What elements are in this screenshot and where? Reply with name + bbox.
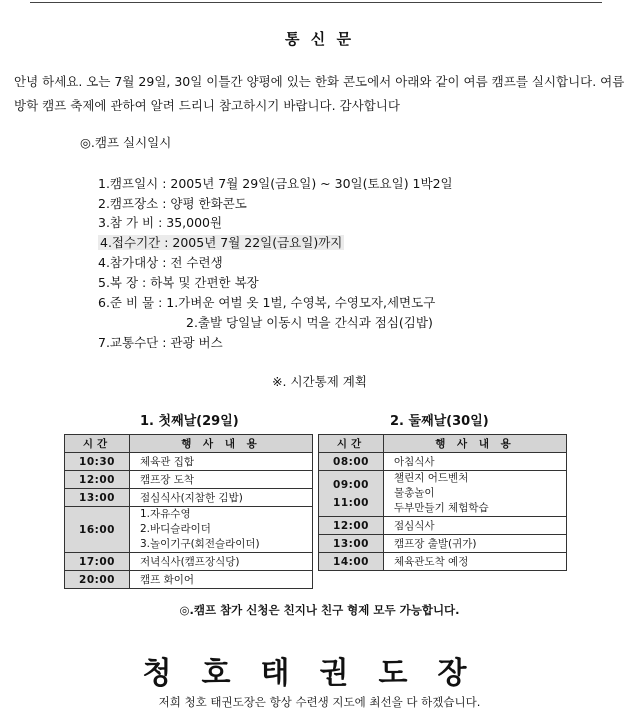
top-rule (30, 2, 602, 3)
event-cell: 체육관 집합 (130, 453, 313, 471)
event-cell: 챌린지 어드벤처 물총놀이 두부만들기 체험학습 (384, 471, 567, 517)
event-cell: 캠프장 출발(귀가) (384, 535, 567, 553)
time-cell: 20:00 (65, 571, 130, 589)
time-cell: 12:00 (65, 471, 130, 489)
col-header-event: 행 사 내 용 (130, 435, 313, 453)
event-cell: 1.자유수영 2.바디슬라이더 3.놀이기구(회전슬라이더) (130, 507, 313, 553)
event-cell: 저녁식사(캠프장식당) (130, 553, 313, 571)
col-header-time: 시간 (319, 435, 384, 453)
table-row (319, 517, 567, 535)
table-row (65, 489, 313, 507)
day1-heading: 1. 첫째날(29일) (140, 414, 239, 429)
table-row (65, 553, 313, 571)
event-cell: 캠프장 도착 (130, 471, 313, 489)
event-cell: 아침식사 (384, 453, 567, 471)
time-cell: 12:00 (319, 517, 384, 535)
time-cell: 10:30 (65, 453, 130, 471)
item-fee: 3.참 가 비 : 35,000원 (98, 215, 223, 230)
time-cell: 13:00 (65, 489, 130, 507)
item-camp-dates: 1.캠프일시 : 2005년 7월 29일(금요일) ~ 30일(토요일) 1박2일 (98, 176, 453, 191)
notice-text: ◎.캠프 참가 신청은 친지나 친구 형제 모두 가능합니다. (179, 603, 460, 617)
document-title: 통 신 문 (285, 30, 354, 48)
event-cell: 캠프 화이어 (130, 571, 313, 589)
table-row (319, 535, 567, 553)
time-cell: 09:00 11:00 (319, 471, 384, 517)
table-row (65, 507, 313, 553)
day2-schedule-table (318, 434, 567, 571)
time-cell: 16:00 (65, 507, 130, 553)
schedule-title: ※. 시간통제 계획 (272, 374, 367, 389)
highlighted-text: 4.접수기간 : 2005년 7월 22일(금요일)까지 (100, 235, 343, 250)
table-row (319, 453, 567, 471)
table-row (65, 453, 313, 471)
table-row (65, 571, 313, 589)
table-header-row (65, 435, 313, 453)
col-header-time: 시간 (65, 435, 130, 453)
table-row (65, 471, 313, 489)
event-cell: 점심식사(지참한 김밥) (130, 489, 313, 507)
table-row (319, 553, 567, 571)
col-header-event: 행 사 내 용 (384, 435, 567, 453)
event-cell: 체육관도착 예정 (384, 553, 567, 571)
slogan-text: 저희 청호 태권도장은 항상 수련생 지도에 최선을 다 하겠습니다. (158, 695, 481, 709)
item-dress: 5.복 장 : 하복 및 간편한 복장 (98, 275, 259, 290)
time-cell: 08:00 (319, 453, 384, 471)
section-title: ◎.캠프 실시일시 (80, 135, 172, 150)
day1-schedule-table (64, 434, 313, 589)
item-supplies: 6.준 비 물 : 1.가벼운 여벌 옷 1벌, 수영복, 수영모자,세면도구 (98, 295, 436, 310)
item-camp-place: 2.캠프장소 : 양평 한화콘도 (98, 196, 247, 211)
table-row (319, 471, 567, 517)
item-participants: 4.참가대상 : 전 수련생 (98, 255, 223, 270)
organization-name: 청호태권도장 (142, 656, 497, 691)
time-cell: 13:00 (319, 535, 384, 553)
item-registration-period (98, 233, 344, 251)
table-header-row (319, 435, 567, 453)
item-transport: 7.교통수단 : 관광 버스 (98, 335, 223, 350)
intro-paragraph: 안녕 하세요. 오는 7월 29일, 30일 이틀간 양평에 있는 한화 콘도에서 아래와 같이 여름 캠프를 실시합니다. 여름방학 캠프 축제에 관하여 알려 드리니 참고하시기 바랍니다. 감사합니다 (14, 74, 625, 113)
time-cell: 17:00 (65, 553, 130, 571)
time-cell: 14:00 (319, 553, 384, 571)
day2-heading: 2. 둘째날(30일) (390, 414, 489, 429)
item-supplies-2: 2.출발 당일날 이동시 먹을 간식과 점심(김밥) (186, 315, 433, 330)
event-cell: 점심식사 (384, 517, 567, 535)
